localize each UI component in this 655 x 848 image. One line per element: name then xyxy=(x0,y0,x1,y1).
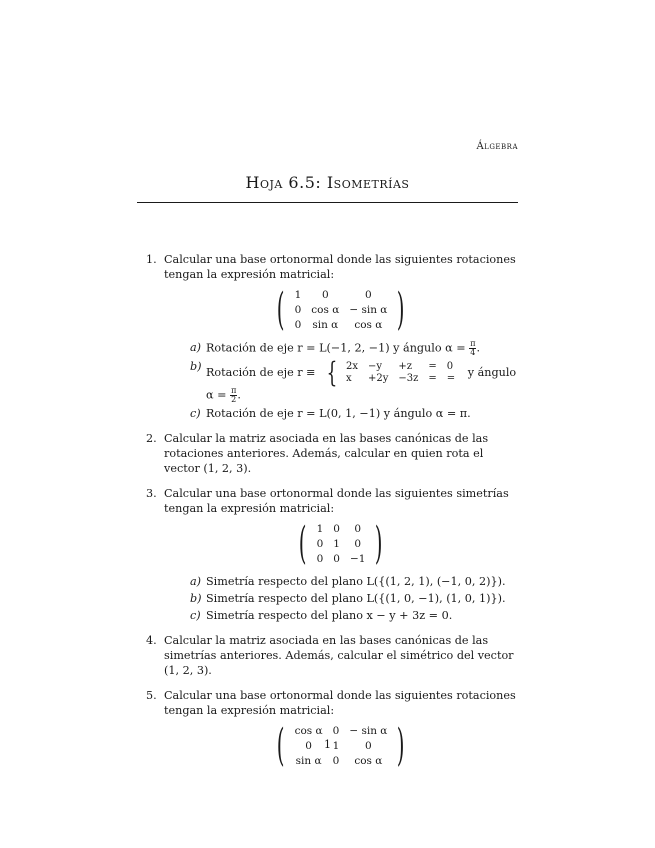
symmetry-matrix xyxy=(164,518,518,569)
fraction-numerator: π xyxy=(470,339,476,348)
exercise-text: Calcular la matriz asociada en las bases canónicas de las rotaciones anteriores. Además, calcular en quien rota el vector (1, 2, 3). xyxy=(164,432,489,475)
exercise-number: 2. xyxy=(146,432,157,445)
matrix-cell: 1 xyxy=(316,523,324,536)
subitem-b xyxy=(164,356,518,404)
subitem-text: Simetría respecto del plano L({(1, 2, 1), (−1, 0, 2)}). xyxy=(206,575,506,588)
fraction-denominator: 4 xyxy=(470,348,476,357)
matrix-cell: 0 xyxy=(333,523,340,536)
matrix-cell: 0 xyxy=(294,303,302,316)
matrix-cell: cos α xyxy=(354,754,383,767)
exercise-4 xyxy=(146,633,518,678)
subitem-tail: . xyxy=(476,341,481,355)
matrix-cell: 0 xyxy=(365,289,372,302)
left-paren: ( xyxy=(277,720,285,771)
system-cell: x xyxy=(345,373,352,384)
matrix-cell: cos α xyxy=(294,725,323,738)
matrix-cell: −1 xyxy=(349,552,366,565)
right-paren: ) xyxy=(397,284,405,335)
exercise-2 xyxy=(146,431,518,476)
matrix-cell: 0 xyxy=(333,552,340,565)
exercise-list xyxy=(146,252,518,778)
left-paren: ( xyxy=(299,518,307,569)
matrix-cell: cos α xyxy=(311,303,340,316)
matrix-cell: 0 xyxy=(316,552,324,565)
system-cell: 2x xyxy=(345,361,358,372)
matrix-cell: 1 xyxy=(333,537,340,550)
page-title: Hoja 6.5: Isometrías xyxy=(245,173,410,192)
subitem-c xyxy=(164,608,518,623)
matrix-cell: 0 xyxy=(354,523,362,536)
exercise-text: Calcular una base ortonormal donde las siguientes rotaciones tengan la expresión matricial: xyxy=(164,689,516,717)
matrix-cell: 1 xyxy=(332,739,340,752)
system-cell: = xyxy=(428,373,437,384)
right-paren: ) xyxy=(397,720,405,771)
subitem-label: a) xyxy=(190,575,202,588)
subitem-text: Rotación de eje r = L(0, 1, −1) y ángulo α = π. xyxy=(206,407,471,420)
matrix-cell: 0 xyxy=(316,537,324,550)
subitem-text: y ángulo α = xyxy=(206,366,517,402)
matrix-cell: 0 xyxy=(294,318,302,331)
subitem-label: b) xyxy=(190,592,202,605)
exercise-number: 5. xyxy=(146,689,157,702)
system-cell: −y xyxy=(367,361,382,372)
exercise-1 xyxy=(146,252,518,421)
matrix-cell: 0 xyxy=(321,289,329,302)
left-brace: { xyxy=(326,356,338,389)
matrix-cell: 0 xyxy=(305,739,312,752)
left-paren: ( xyxy=(277,284,285,335)
matrix-cell: − sin α xyxy=(349,303,388,316)
subitem-a xyxy=(164,340,518,357)
rotation-matrix xyxy=(164,284,518,335)
system-cell: 0 xyxy=(446,361,454,372)
fraction-denominator: 2 xyxy=(231,395,237,404)
matrix-cell: sin α xyxy=(312,318,339,331)
matrix-cell: cos α xyxy=(354,318,383,331)
matrix-cell: 0 xyxy=(332,725,340,738)
system-cell: = xyxy=(446,373,456,384)
exercise-5 xyxy=(146,688,518,771)
exercise-number: 1. xyxy=(146,253,157,266)
exercise-text: Calcular una base ortonormal donde las siguientes rotaciones tengan la expresión matricial: xyxy=(164,253,516,281)
system-cell: +2y xyxy=(367,373,389,384)
subject-header: Álgebra xyxy=(476,141,518,152)
exercise-text: Calcular la matriz asociada en las bases canónicas de las simetrías anteriores. Además, calcular el simétrico del vector (1, 2, 3). xyxy=(164,634,514,677)
matrix-cell: 0 xyxy=(365,739,372,752)
system-cell: +z xyxy=(398,361,413,372)
subitem-c xyxy=(164,406,518,421)
exercise-number: 4. xyxy=(146,634,157,647)
subitem-text: Simetría respecto del plano L({(1, 0, −1), (1, 0, 1)}). xyxy=(206,592,506,605)
exercise-3 xyxy=(146,486,518,623)
matrix-cell: 0 xyxy=(332,754,340,767)
subitem-label: a) xyxy=(190,341,202,354)
subitem-tail: . xyxy=(237,388,241,402)
fraction-numerator: π xyxy=(231,386,237,395)
subitem-label: b) xyxy=(190,360,202,373)
system-cell: −3z xyxy=(398,373,419,384)
matrix-cell: 1 xyxy=(294,289,302,302)
system-cell: = xyxy=(428,361,437,372)
subitem-label: c) xyxy=(190,407,201,420)
subitem-label: c) xyxy=(190,609,201,622)
subitem-b xyxy=(164,591,518,606)
matrix-cell: − sin α xyxy=(349,725,388,738)
equation-system xyxy=(323,356,460,389)
subitem-text: Rotación de eje r ≡ xyxy=(206,366,316,379)
right-paren: ) xyxy=(375,518,383,569)
exercise-number: 3. xyxy=(146,487,157,500)
matrix-cell: 0 xyxy=(354,537,362,550)
exercise-text: Calcular una base ortonormal donde las siguientes simetrías tengan la expresión matricial: xyxy=(164,487,509,515)
subitem-text: Simetría respecto del plano x − y + 3z = 0. xyxy=(206,609,453,622)
title-rule xyxy=(137,202,518,203)
subitem-text: Rotación de eje r = L(−1, 2, −1) y ángulo α = xyxy=(206,341,466,355)
page-number: 1 xyxy=(324,738,331,751)
subitem-a xyxy=(164,574,518,589)
matrix-cell: sin α xyxy=(295,754,322,767)
